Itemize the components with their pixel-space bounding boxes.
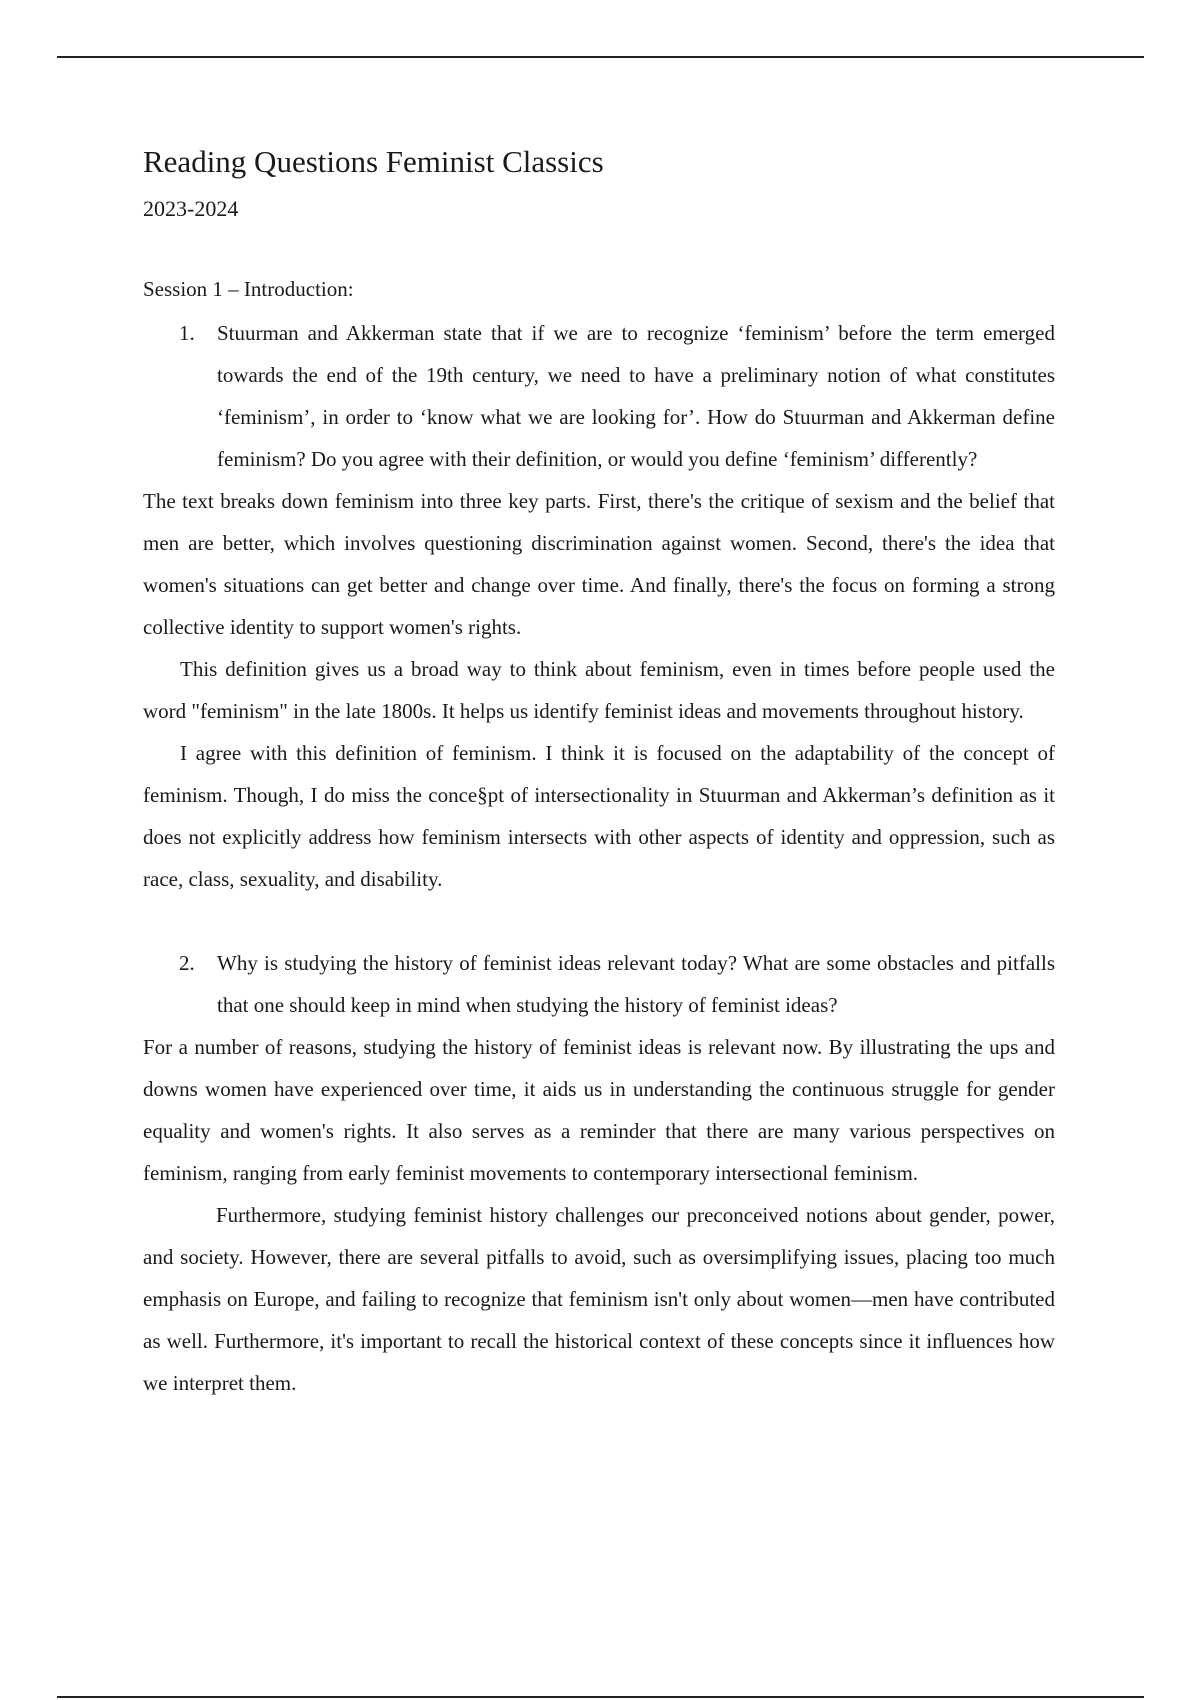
document-title: Reading Questions Feminist Classics: [143, 144, 604, 179]
bottom-rule: [57, 1696, 1144, 1698]
section-spacer: [143, 900, 1055, 942]
answer-1-paragraph-3: I agree with this definition of feminism. I think it is focused on the adaptability of the concept of feminism. Though, I do miss the conce§pt of intersectionality in Stuurman and Akkerman’s definition as it does not explicitly address how feminism intersects with other aspects of identity and oppression, such as race, class, sexuality, and disability.: [143, 741, 1055, 891]
document-page: [143, 140, 1055, 1404]
question-number: 2.: [179, 951, 195, 975]
question-text: Stuurman and Akkerman state that if we are to recognize ‘feminism’ before the term emerged towards the end of the 19th century, we need to have a preliminary notion of what constitutes ‘feminism’, in order to ‘know what we are looking for’. How do Stuurman and Akkerman define feminism? Do you agree with their definition, or would you define ‘feminism’ differently?: [217, 321, 1055, 471]
answer-1-paragraph-2: This definition gives us a broad way to think about feminism, even in times before people used the word "feminism" in the late 1800s. It helps us identify feminist ideas and movements throughout history.: [143, 657, 1055, 723]
document-year: 2023-2024: [143, 196, 239, 221]
answer-2-paragraph-1: For a number of reasons, studying the history of feminist ideas is relevant now. By illustrating the ups and downs women have experienced over time, it aids us in understanding the continuous struggle for gender equality and women's rights. It also serves as a reminder that there are many various perspectives on feminism, ranging from early feminist movements to contemporary intersectional feminism.: [143, 1035, 1055, 1185]
question-number: 1.: [179, 321, 195, 345]
question-1: [143, 312, 1055, 480]
top-rule: [57, 56, 1144, 58]
question-text: Why is studying the history of feminist ideas relevant today? What are some obstacles and pitfalls that one should keep in mind when studying the history of feminist ideas?: [217, 951, 1055, 1017]
session-heading: Session 1 – Introduction:: [143, 277, 354, 301]
answer-2-paragraph-2: Furthermore, studying feminist history challenges our preconceived notions about gender, power, and society. However, there are several pitfalls to avoid, such as oversimplifying issues, placing too much emphasis on Europe, and failing to recognize that feminism isn't only about women—men have contributed as well. Furthermore, it's important to recall the historical context of these concepts since it influences how we interpret them.: [143, 1203, 1055, 1395]
answer-1-paragraph-1: The text breaks down feminism into three key parts. First, there's the critique of sexism and the belief that men are better, which involves questioning discrimination against women. Second, there's the idea that women's situations can get better and change over time. And finally, there's the focus on forming a strong collective identity to support women's rights.: [143, 489, 1055, 639]
question-2: [143, 942, 1055, 1026]
